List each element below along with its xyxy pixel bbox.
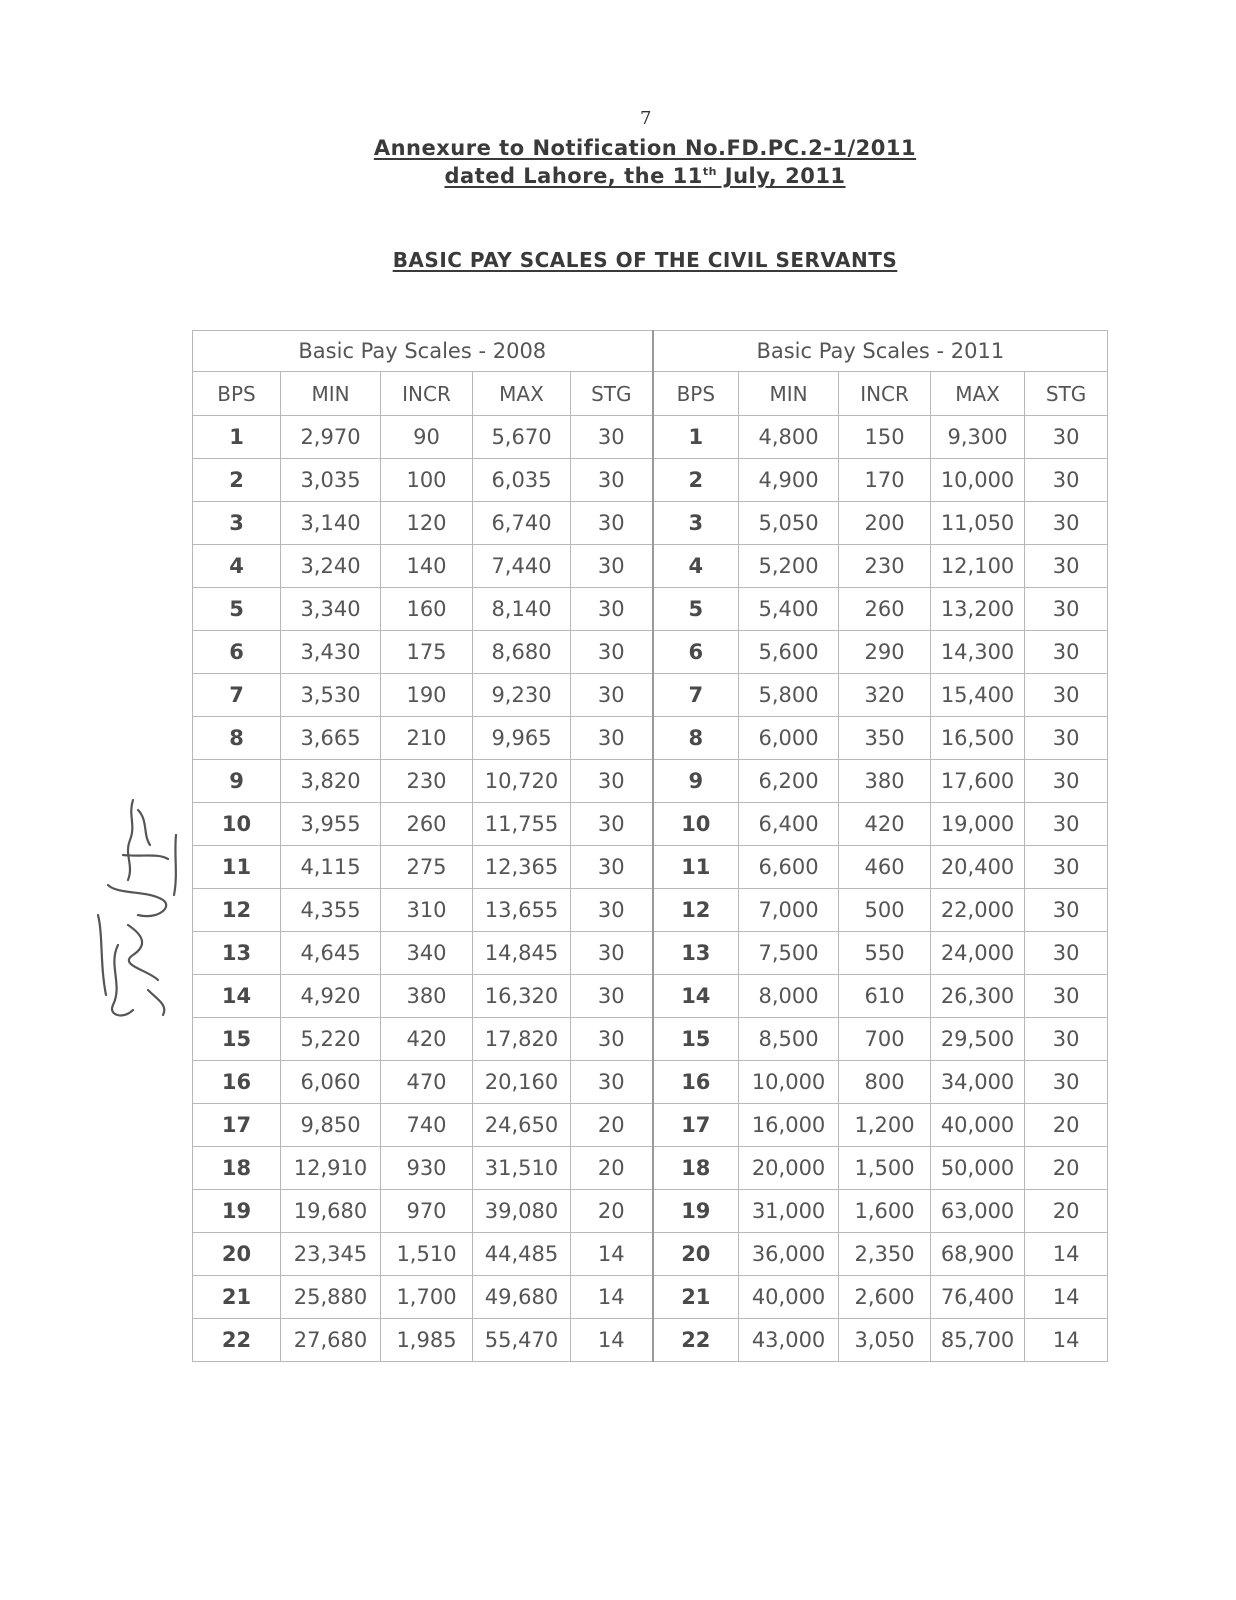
cell-incr08: 190 (381, 674, 473, 717)
table-row (193, 1147, 1108, 1190)
cell-bps11: 16 (653, 1061, 739, 1104)
cell-incr11: 350 (839, 717, 931, 760)
cell-bps11: 18 (653, 1147, 739, 1190)
table-row (193, 760, 1108, 803)
table-row (193, 631, 1108, 674)
cell-min08: 2,970 (281, 416, 381, 459)
cell-bps08: 4 (193, 545, 281, 588)
cell-max08: 39,080 (473, 1190, 571, 1233)
cell-incr08: 970 (381, 1190, 473, 1233)
cell-stg08: 30 (571, 545, 653, 588)
cell-bps11: 6 (653, 631, 739, 674)
cell-min08: 3,955 (281, 803, 381, 846)
table-row (193, 1319, 1108, 1362)
cell-max08: 6,035 (473, 459, 571, 502)
cell-incr11: 500 (839, 889, 931, 932)
cell-min11: 10,000 (739, 1061, 839, 1104)
cell-incr11: 3,050 (839, 1319, 931, 1362)
cell-min11: 36,000 (739, 1233, 839, 1276)
cell-bps11: 9 (653, 760, 739, 803)
cell-max08: 49,680 (473, 1276, 571, 1319)
cell-max11: 40,000 (931, 1104, 1025, 1147)
cell-incr11: 700 (839, 1018, 931, 1061)
cell-stg08: 30 (571, 588, 653, 631)
cell-stg08: 14 (571, 1233, 653, 1276)
cell-incr11: 1,600 (839, 1190, 931, 1233)
cell-min11: 6,600 (739, 846, 839, 889)
cell-incr11: 380 (839, 760, 931, 803)
cell-stg08: 30 (571, 975, 653, 1018)
cell-stg08: 20 (571, 1147, 653, 1190)
cell-bps11: 14 (653, 975, 739, 1018)
cell-bps08: 13 (193, 932, 281, 975)
cell-incr11: 610 (839, 975, 931, 1018)
cell-bps08: 8 (193, 717, 281, 760)
cell-min11: 5,800 (739, 674, 839, 717)
cell-incr08: 120 (381, 502, 473, 545)
cell-stg11: 30 (1025, 889, 1108, 932)
cell-min08: 4,115 (281, 846, 381, 889)
cell-min11: 8,500 (739, 1018, 839, 1061)
cell-min11: 31,000 (739, 1190, 839, 1233)
cell-max11: 22,000 (931, 889, 1025, 932)
cell-stg11: 20 (1025, 1147, 1108, 1190)
table-row (193, 545, 1108, 588)
cell-min08: 25,880 (281, 1276, 381, 1319)
cell-bps08: 11 (193, 846, 281, 889)
cell-bps08: 22 (193, 1319, 281, 1362)
cell-bps08: 10 (193, 803, 281, 846)
cell-min08: 5,220 (281, 1018, 381, 1061)
cell-max11: 16,500 (931, 717, 1025, 760)
cell-bps08: 16 (193, 1061, 281, 1104)
cell-bps11: 5 (653, 588, 739, 631)
cell-incr11: 150 (839, 416, 931, 459)
cell-stg11: 30 (1025, 502, 1108, 545)
cell-incr08: 175 (381, 631, 473, 674)
cell-stg08: 20 (571, 1104, 653, 1147)
cell-stg11: 14 (1025, 1276, 1108, 1319)
table-row (193, 416, 1108, 459)
cell-max11: 76,400 (931, 1276, 1025, 1319)
group-header-2008: Basic Pay Scales - 2008 (193, 331, 653, 372)
cell-incr11: 290 (839, 631, 931, 674)
table-row (193, 1276, 1108, 1319)
cell-incr11: 320 (839, 674, 931, 717)
annexure-date (0, 164, 1236, 188)
cell-bps08: 3 (193, 502, 281, 545)
cell-bps08: 15 (193, 1018, 281, 1061)
table-row (193, 502, 1108, 545)
cell-min08: 3,665 (281, 717, 381, 760)
cell-bps08: 1 (193, 416, 281, 459)
annexure-date-suffix: July, 2011 (716, 164, 846, 188)
cell-max11: 24,000 (931, 932, 1025, 975)
cell-min08: 3,140 (281, 502, 381, 545)
cell-max08: 44,485 (473, 1233, 571, 1276)
cell-bps11: 21 (653, 1276, 739, 1319)
cell-incr08: 310 (381, 889, 473, 932)
page-number: 7 (640, 108, 652, 129)
cell-min11: 40,000 (739, 1276, 839, 1319)
cell-incr08: 100 (381, 459, 473, 502)
cell-stg11: 30 (1025, 803, 1108, 846)
cell-bps11: 22 (653, 1319, 739, 1362)
cell-min08: 3,240 (281, 545, 381, 588)
cell-stg08: 30 (571, 760, 653, 803)
table-row (193, 1018, 1108, 1061)
cell-stg11: 30 (1025, 674, 1108, 717)
cell-bps08: 21 (193, 1276, 281, 1319)
cell-min11: 5,600 (739, 631, 839, 674)
cell-stg11: 30 (1025, 588, 1108, 631)
cell-min08: 3,340 (281, 588, 381, 631)
pay-table-body (193, 416, 1108, 1362)
cell-min08: 19,680 (281, 1190, 381, 1233)
cell-incr08: 1,700 (381, 1276, 473, 1319)
cell-stg08: 30 (571, 502, 653, 545)
cell-stg08: 30 (571, 631, 653, 674)
col-header-bps-2011: BPS (653, 372, 739, 416)
cell-min11: 20,000 (739, 1147, 839, 1190)
cell-incr11: 230 (839, 545, 931, 588)
cell-stg08: 30 (571, 416, 653, 459)
cell-min11: 7,500 (739, 932, 839, 975)
cell-stg08: 30 (571, 803, 653, 846)
cell-min11: 8,000 (739, 975, 839, 1018)
cell-max11: 13,200 (931, 588, 1025, 631)
cell-bps08: 2 (193, 459, 281, 502)
cell-bps08: 20 (193, 1233, 281, 1276)
cell-max08: 12,365 (473, 846, 571, 889)
cell-bps08: 9 (193, 760, 281, 803)
cell-incr08: 275 (381, 846, 473, 889)
cell-stg11: 30 (1025, 932, 1108, 975)
cell-max11: 20,400 (931, 846, 1025, 889)
cell-max08: 13,655 (473, 889, 571, 932)
cell-bps08: 6 (193, 631, 281, 674)
cell-max11: 10,000 (931, 459, 1025, 502)
cell-incr11: 260 (839, 588, 931, 631)
cell-min11: 5,200 (739, 545, 839, 588)
cell-incr08: 160 (381, 588, 473, 631)
table-row (193, 889, 1108, 932)
cell-stg08: 30 (571, 932, 653, 975)
cell-max08: 6,740 (473, 502, 571, 545)
cell-max08: 8,680 (473, 631, 571, 674)
cell-bps08: 7 (193, 674, 281, 717)
cell-min08: 9,850 (281, 1104, 381, 1147)
table-row (193, 803, 1108, 846)
cell-incr08: 1,510 (381, 1233, 473, 1276)
cell-bps11: 10 (653, 803, 739, 846)
cell-min08: 3,820 (281, 760, 381, 803)
cell-min08: 23,345 (281, 1233, 381, 1276)
cell-max11: 34,000 (931, 1061, 1025, 1104)
cell-stg11: 30 (1025, 416, 1108, 459)
cell-stg08: 30 (571, 459, 653, 502)
cell-stg11: 20 (1025, 1104, 1108, 1147)
cell-incr08: 420 (381, 1018, 473, 1061)
cell-max08: 11,755 (473, 803, 571, 846)
cell-max08: 9,965 (473, 717, 571, 760)
cell-max11: 63,000 (931, 1190, 1025, 1233)
cell-incr08: 930 (381, 1147, 473, 1190)
cell-min08: 27,680 (281, 1319, 381, 1362)
cell-bps08: 5 (193, 588, 281, 631)
cell-max11: 17,600 (931, 760, 1025, 803)
cell-min08: 3,530 (281, 674, 381, 717)
cell-max08: 31,510 (473, 1147, 571, 1190)
cell-max11: 26,300 (931, 975, 1025, 1018)
table-row (193, 717, 1108, 760)
table-row (193, 1233, 1108, 1276)
cell-incr08: 740 (381, 1104, 473, 1147)
cell-incr11: 420 (839, 803, 931, 846)
cell-stg08: 30 (571, 846, 653, 889)
cell-min11: 4,900 (739, 459, 839, 502)
cell-incr11: 2,600 (839, 1276, 931, 1319)
cell-stg11: 30 (1025, 975, 1108, 1018)
col-header-bps-2008: BPS (193, 372, 281, 416)
col-header-max-2008: MAX (473, 372, 571, 416)
table-row (193, 932, 1108, 975)
cell-min11: 7,000 (739, 889, 839, 932)
cell-stg11: 30 (1025, 1061, 1108, 1104)
annexure-date-sup: th (702, 165, 717, 178)
table-row (193, 1061, 1108, 1104)
cell-max11: 12,100 (931, 545, 1025, 588)
cell-bps11: 13 (653, 932, 739, 975)
cell-bps11: 12 (653, 889, 739, 932)
cell-bps08: 14 (193, 975, 281, 1018)
cell-incr08: 140 (381, 545, 473, 588)
cell-bps11: 1 (653, 416, 739, 459)
cell-max08: 16,320 (473, 975, 571, 1018)
cell-min11: 5,050 (739, 502, 839, 545)
cell-stg08: 30 (571, 1061, 653, 1104)
cell-bps11: 4 (653, 545, 739, 588)
col-header-incr-2008: INCR (381, 372, 473, 416)
group-header-2011: Basic Pay Scales - 2011 (653, 331, 1108, 372)
cell-min11: 6,400 (739, 803, 839, 846)
cell-min11: 6,200 (739, 760, 839, 803)
cell-incr08: 90 (381, 416, 473, 459)
cell-bps11: 19 (653, 1190, 739, 1233)
cell-stg08: 30 (571, 889, 653, 932)
cell-bps11: 17 (653, 1104, 739, 1147)
cell-incr11: 2,350 (839, 1233, 931, 1276)
cell-min08: 12,910 (281, 1147, 381, 1190)
cell-stg11: 30 (1025, 1018, 1108, 1061)
cell-stg08: 20 (571, 1190, 653, 1233)
cell-bps08: 17 (193, 1104, 281, 1147)
cell-stg11: 20 (1025, 1190, 1108, 1233)
cell-max08: 14,845 (473, 932, 571, 975)
cell-bps08: 12 (193, 889, 281, 932)
cell-bps11: 15 (653, 1018, 739, 1061)
cell-min08: 4,920 (281, 975, 381, 1018)
cell-stg11: 14 (1025, 1233, 1108, 1276)
cell-bps08: 18 (193, 1147, 281, 1190)
pay-scales-table (192, 330, 1108, 1362)
col-header-stg-2011: STG (1025, 372, 1108, 416)
cell-stg11: 30 (1025, 760, 1108, 803)
cell-max08: 20,160 (473, 1061, 571, 1104)
table-row (193, 588, 1108, 631)
cell-max08: 8,140 (473, 588, 571, 631)
cell-min08: 3,035 (281, 459, 381, 502)
cell-min11: 43,000 (739, 1319, 839, 1362)
cell-max11: 19,000 (931, 803, 1025, 846)
cell-incr11: 1,200 (839, 1104, 931, 1147)
table-row (193, 674, 1108, 717)
cell-stg11: 30 (1025, 846, 1108, 889)
cell-max11: 11,050 (931, 502, 1025, 545)
cell-max08: 9,230 (473, 674, 571, 717)
cell-max08: 5,670 (473, 416, 571, 459)
cell-incr11: 460 (839, 846, 931, 889)
cell-stg11: 30 (1025, 459, 1108, 502)
cell-max11: 15,400 (931, 674, 1025, 717)
cell-min11: 5,400 (739, 588, 839, 631)
cell-incr08: 470 (381, 1061, 473, 1104)
cell-min11: 6,000 (739, 717, 839, 760)
cell-max11: 29,500 (931, 1018, 1025, 1061)
cell-stg11: 30 (1025, 631, 1108, 674)
cell-max11: 9,300 (931, 416, 1025, 459)
cell-bps11: 20 (653, 1233, 739, 1276)
cell-max08: 24,650 (473, 1104, 571, 1147)
cell-bps11: 3 (653, 502, 739, 545)
cell-stg11: 14 (1025, 1319, 1108, 1362)
cell-incr08: 230 (381, 760, 473, 803)
cell-max08: 17,820 (473, 1018, 571, 1061)
table-row (193, 846, 1108, 889)
cell-max11: 50,000 (931, 1147, 1025, 1190)
annexure-title: Annexure to Notification No.FD.PC.2-1/2011 (373, 136, 917, 160)
table-row (193, 1104, 1108, 1147)
annexure-date-prefix: dated Lahore, the 11 (444, 164, 703, 188)
cell-stg08: 30 (571, 674, 653, 717)
cell-bps11: 7 (653, 674, 739, 717)
cell-stg11: 30 (1025, 545, 1108, 588)
cell-incr08: 1,985 (381, 1319, 473, 1362)
cell-incr11: 550 (839, 932, 931, 975)
cell-stg11: 30 (1025, 717, 1108, 760)
cell-max11: 85,700 (931, 1319, 1025, 1362)
cell-incr11: 1,500 (839, 1147, 931, 1190)
cell-incr08: 210 (381, 717, 473, 760)
cell-bps11: 8 (653, 717, 739, 760)
cell-min11: 4,800 (739, 416, 839, 459)
col-header-incr-2011: INCR (839, 372, 931, 416)
cell-stg08: 30 (571, 1018, 653, 1061)
col-header-min-2011: MIN (739, 372, 839, 416)
cell-bps08: 19 (193, 1190, 281, 1233)
col-header-stg-2008: STG (571, 372, 653, 416)
cell-incr08: 340 (381, 932, 473, 975)
cell-min08: 4,355 (281, 889, 381, 932)
cell-incr08: 260 (381, 803, 473, 846)
table-row (193, 975, 1108, 1018)
cell-incr11: 200 (839, 502, 931, 545)
cell-min08: 4,645 (281, 932, 381, 975)
cell-max08: 55,470 (473, 1319, 571, 1362)
col-header-min-2008: MIN (281, 372, 381, 416)
cell-bps11: 11 (653, 846, 739, 889)
cell-incr08: 380 (381, 975, 473, 1018)
col-header-max-2011: MAX (931, 372, 1025, 416)
cell-incr11: 800 (839, 1061, 931, 1104)
cell-max08: 10,720 (473, 760, 571, 803)
cell-stg08: 14 (571, 1319, 653, 1362)
cell-min08: 3,430 (281, 631, 381, 674)
cell-min08: 6,060 (281, 1061, 381, 1104)
cell-stg08: 14 (571, 1276, 653, 1319)
cell-stg08: 30 (571, 717, 653, 760)
cell-bps11: 2 (653, 459, 739, 502)
cell-incr11: 170 (839, 459, 931, 502)
table-row (193, 1190, 1108, 1233)
cell-max11: 68,900 (931, 1233, 1025, 1276)
table-row (193, 459, 1108, 502)
cell-max08: 7,440 (473, 545, 571, 588)
cell-max11: 14,300 (931, 631, 1025, 674)
cell-min11: 16,000 (739, 1104, 839, 1147)
document-title: BASIC PAY SCALES OF THE CIVIL SERVANTS (392, 248, 898, 272)
handwritten-signature (88, 795, 188, 1025)
